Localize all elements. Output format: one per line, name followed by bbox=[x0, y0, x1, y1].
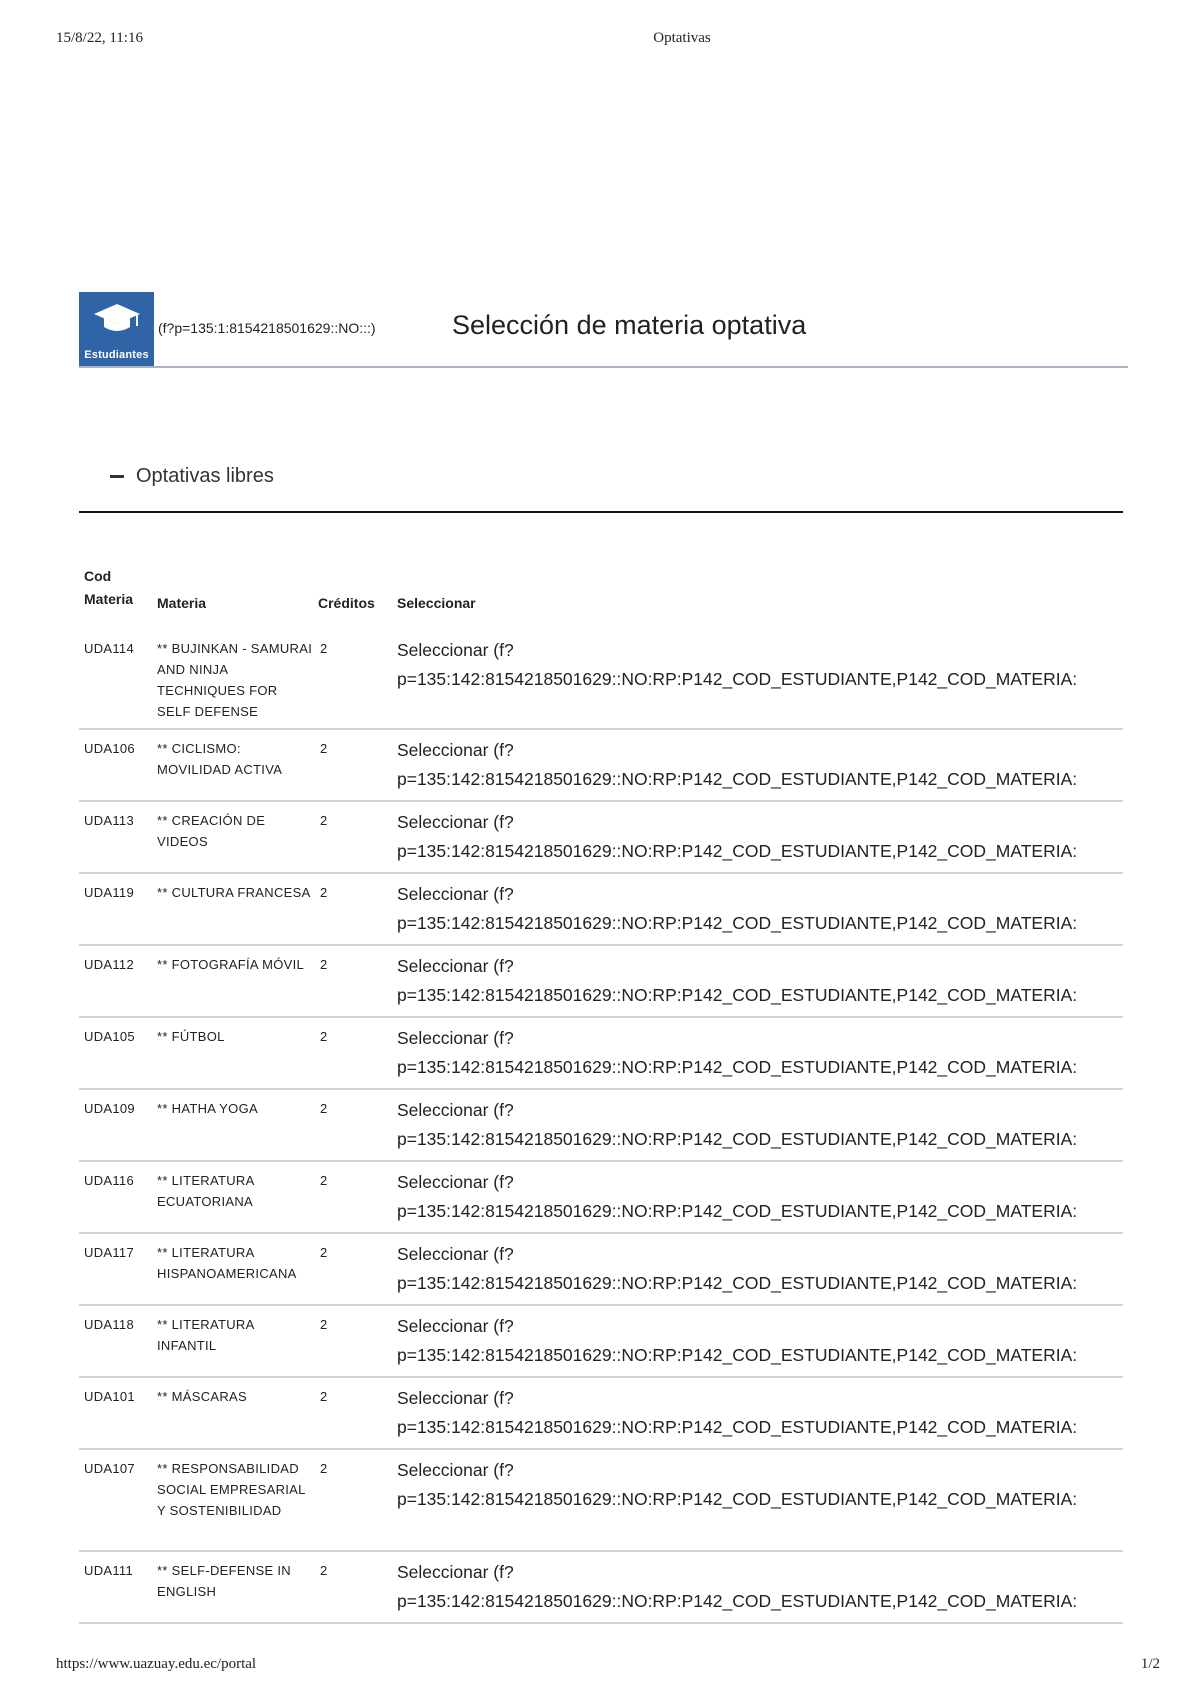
cell-materia: ** SELF-DEFENSE IN ENGLISH bbox=[157, 1563, 291, 1599]
cell-code: UDA101 bbox=[84, 1389, 135, 1404]
print-url: https://www.uazuay.edu.ec/portal bbox=[56, 1656, 257, 1672]
select-link-url[interactable]: p=135:142:8154218501629::NO:RP:P142_COD_ESTUDIANTE,P142_COD_MATERIA: bbox=[397, 1273, 1078, 1293]
select-link-text[interactable]: Seleccionar (f? bbox=[397, 1244, 514, 1264]
header-cod-line2: Materia bbox=[84, 591, 134, 607]
region-title: Optativas libres bbox=[136, 465, 274, 487]
cell-code: UDA109 bbox=[84, 1101, 135, 1116]
table-row bbox=[79, 1234, 1123, 1306]
cell-creditos: 2 bbox=[320, 1029, 328, 1044]
table-row bbox=[79, 1552, 1123, 1624]
cell-code: UDA114 bbox=[84, 641, 134, 656]
select-link-text[interactable]: Seleccionar (f? bbox=[397, 1460, 514, 1480]
select-link[interactable] bbox=[393, 1024, 1123, 1088]
header-cod-line1: Cod bbox=[84, 568, 112, 584]
select-link-url[interactable]: p=135:142:8154218501629::NO:RP:P142_COD_ESTUDIANTE,P142_COD_MATERIA: bbox=[397, 669, 1078, 689]
cell-code: UDA107 bbox=[84, 1461, 135, 1476]
table-row bbox=[79, 874, 1123, 946]
cell-materia: ** LITERATURA ECUATORIANA bbox=[157, 1173, 254, 1209]
cell-materia: ** LITERATURA HISPANOAMERICANA bbox=[157, 1245, 297, 1281]
cell-creditos: 2 bbox=[320, 641, 328, 656]
table-row bbox=[79, 1378, 1123, 1450]
select-link-url[interactable]: p=135:142:8154218501629::NO:RP:P142_COD_ESTUDIANTE,P142_COD_MATERIA: bbox=[397, 1591, 1078, 1611]
cell-creditos: 2 bbox=[320, 1317, 328, 1332]
select-link[interactable] bbox=[393, 736, 1123, 800]
select-link[interactable] bbox=[393, 880, 1123, 944]
select-link-text[interactable]: Seleccionar (f? bbox=[397, 884, 514, 904]
print-page-title: Optativas bbox=[653, 30, 711, 46]
select-link-text[interactable]: Seleccionar (f? bbox=[397, 1172, 514, 1192]
select-link-text[interactable]: Seleccionar (f? bbox=[397, 1316, 514, 1336]
select-link[interactable] bbox=[393, 1558, 1123, 1622]
title-link[interactable]: (f?p=135:1:8154218501629::NO:::) bbox=[158, 320, 376, 336]
select-link[interactable] bbox=[393, 1096, 1123, 1160]
cell-materia: ** FOTOGRAFÍA MÓVIL bbox=[157, 957, 305, 972]
cell-code: UDA112 bbox=[84, 957, 134, 972]
cell-materia: ** LITERATURA INFANTIL bbox=[157, 1317, 254, 1353]
select-link[interactable] bbox=[393, 1384, 1123, 1448]
cell-creditos: 2 bbox=[320, 957, 328, 972]
select-link-url[interactable]: p=135:142:8154218501629::NO:RP:P142_COD_ESTUDIANTE,P142_COD_MATERIA: bbox=[397, 1057, 1078, 1077]
cell-code: UDA118 bbox=[84, 1317, 134, 1332]
cell-code: UDA117 bbox=[84, 1245, 134, 1260]
cell-materia: ** CREACIÓN DE VIDEOS bbox=[157, 813, 266, 849]
cell-code: UDA113 bbox=[84, 813, 134, 828]
select-link-url[interactable]: p=135:142:8154218501629::NO:RP:P142_COD_ESTUDIANTE,P142_COD_MATERIA: bbox=[397, 913, 1078, 933]
cell-materia: ** RESPONSABILIDAD SOCIAL EMPRESARIAL Y SOSTENIBILIDAD bbox=[157, 1461, 306, 1518]
header-creditos[interactable]: Créditos bbox=[318, 595, 375, 611]
select-link[interactable] bbox=[393, 1168, 1123, 1232]
print-datetime: 15/8/22, 11:16 bbox=[56, 30, 143, 46]
select-link-text[interactable]: Seleccionar (f? bbox=[397, 1562, 514, 1582]
title-divider bbox=[79, 366, 1128, 368]
cell-code: UDA119 bbox=[84, 885, 134, 900]
cell-creditos: 2 bbox=[320, 1245, 328, 1260]
select-link-url[interactable]: p=135:142:8154218501629::NO:RP:P142_COD_ESTUDIANTE,P142_COD_MATERIA: bbox=[397, 1201, 1078, 1221]
region-divider bbox=[79, 511, 1123, 513]
cell-creditos: 2 bbox=[320, 1563, 328, 1578]
cell-creditos: 2 bbox=[320, 1101, 328, 1116]
cell-code: UDA106 bbox=[84, 741, 135, 756]
table-row bbox=[79, 946, 1123, 1018]
select-link-text[interactable]: Seleccionar (f? bbox=[397, 740, 514, 760]
cell-materia: ** HATHA YOGA bbox=[157, 1101, 258, 1116]
select-link-text[interactable]: Seleccionar (f? bbox=[397, 640, 514, 660]
header-materia[interactable]: Materia bbox=[157, 595, 207, 611]
cell-creditos: 2 bbox=[320, 1389, 328, 1404]
table-header bbox=[79, 563, 1123, 611]
select-link[interactable] bbox=[393, 636, 1123, 728]
cell-materia: ** MÁSCARAS bbox=[157, 1389, 247, 1404]
select-link-text[interactable]: Seleccionar (f? bbox=[397, 1100, 514, 1120]
cell-materia: ** CULTURA FRANCESA bbox=[157, 885, 311, 900]
cell-creditos: 2 bbox=[320, 741, 328, 756]
table-body bbox=[79, 630, 1123, 1624]
select-link[interactable] bbox=[393, 1312, 1123, 1376]
cell-creditos: 2 bbox=[320, 1173, 328, 1188]
region-toggle-optativas-libres[interactable] bbox=[110, 465, 274, 488]
select-link[interactable] bbox=[393, 1456, 1123, 1550]
select-link-text[interactable]: Seleccionar (f? bbox=[397, 812, 514, 832]
graduation-cap-icon bbox=[92, 302, 142, 336]
estudiantes-logo[interactable] bbox=[79, 292, 154, 367]
table-row bbox=[79, 730, 1123, 802]
select-link-text[interactable]: Seleccionar (f? bbox=[397, 1028, 514, 1048]
select-link-url[interactable]: p=135:142:8154218501629::NO:RP:P142_COD_ESTUDIANTE,P142_COD_MATERIA: bbox=[397, 1489, 1078, 1509]
select-link-url[interactable]: p=135:142:8154218501629::NO:RP:P142_COD_ESTUDIANTE,P142_COD_MATERIA: bbox=[397, 1129, 1078, 1149]
page-title: Selección de materia optativa bbox=[452, 310, 807, 340]
cell-code: UDA111 bbox=[84, 1563, 134, 1578]
select-link[interactable] bbox=[393, 952, 1123, 1016]
collapse-minus-icon[interactable] bbox=[110, 475, 124, 478]
table-row bbox=[79, 802, 1123, 874]
select-link-url[interactable]: p=135:142:8154218501629::NO:RP:P142_COD_ESTUDIANTE,P142_COD_MATERIA: bbox=[397, 985, 1078, 1005]
select-link-text[interactable]: Seleccionar (f? bbox=[397, 1388, 514, 1408]
select-link-url[interactable]: p=135:142:8154218501629::NO:RP:P142_COD_ESTUDIANTE,P142_COD_MATERIA: bbox=[397, 841, 1078, 861]
table-row bbox=[79, 1162, 1123, 1234]
header-seleccionar[interactable]: Seleccionar bbox=[397, 595, 476, 611]
cell-code: UDA105 bbox=[84, 1029, 135, 1044]
select-link[interactable] bbox=[393, 808, 1123, 872]
select-link-url[interactable]: p=135:142:8154218501629::NO:RP:P142_COD_ESTUDIANTE,P142_COD_MATERIA: bbox=[397, 769, 1078, 789]
select-link[interactable] bbox=[393, 1240, 1123, 1304]
cell-creditos: 2 bbox=[320, 1461, 328, 1476]
select-link-text[interactable]: Seleccionar (f? bbox=[397, 956, 514, 976]
table-row bbox=[79, 630, 1123, 730]
table-row bbox=[79, 1450, 1123, 1552]
cell-materia: ** FÚTBOL bbox=[157, 1029, 225, 1044]
cell-creditos: 2 bbox=[320, 813, 328, 828]
select-link-url[interactable]: p=135:142:8154218501629::NO:RP:P142_COD_ESTUDIANTE,P142_COD_MATERIA: bbox=[397, 1345, 1078, 1365]
cell-materia: ** BUJINKAN - SAMURAI AND NINJA TECHNIQUES FOR SELF DEFENSE bbox=[157, 641, 313, 719]
table-row bbox=[79, 1306, 1123, 1378]
cell-code: UDA116 bbox=[84, 1173, 134, 1188]
header-cod-materia[interactable] bbox=[79, 565, 154, 611]
select-link-url[interactable]: p=135:142:8154218501629::NO:RP:P142_COD_ESTUDIANTE,P142_COD_MATERIA: bbox=[397, 1417, 1078, 1437]
optativas-table bbox=[79, 563, 1123, 1624]
logo-label: Estudiantes bbox=[84, 349, 149, 361]
table-row bbox=[79, 1018, 1123, 1090]
cell-creditos: 2 bbox=[320, 885, 328, 900]
cell-materia: ** CICLISMO: MOVILIDAD ACTIVA bbox=[157, 741, 283, 777]
table-row bbox=[79, 1090, 1123, 1162]
print-page-number: 1/2 bbox=[1140, 1656, 1160, 1672]
